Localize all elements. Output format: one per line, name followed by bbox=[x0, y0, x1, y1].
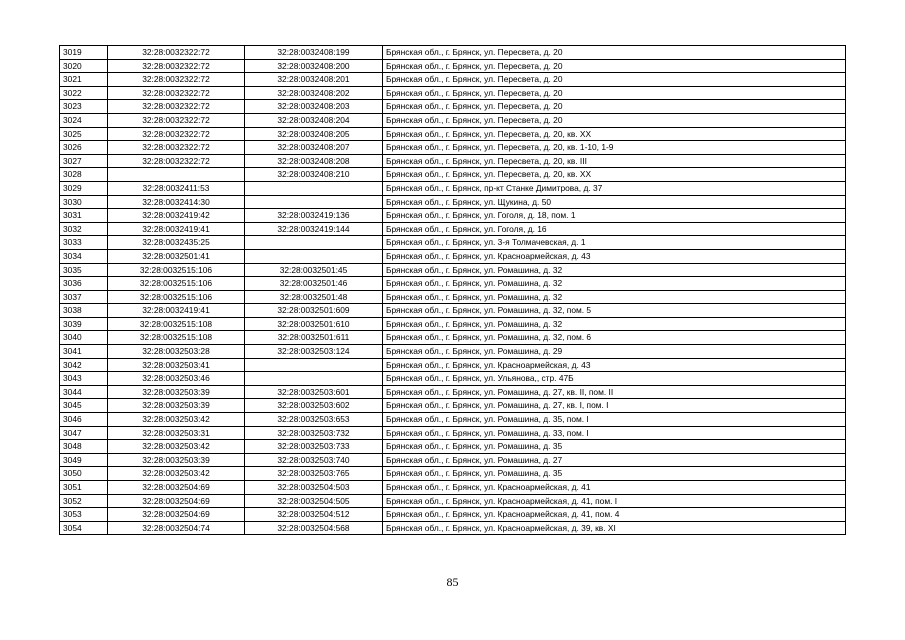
address-cell: Брянская обл., г. Брянск, ул. Красноармейская, д. 41, пом. 4 bbox=[383, 508, 846, 522]
table-row bbox=[60, 46, 846, 60]
address-cell: Брянская обл., г. Брянск, ул. Щукина, д. 50 bbox=[383, 195, 846, 209]
address-cell: Брянская обл., г. Брянск, ул. Красноармейская, д. 43 bbox=[383, 358, 846, 372]
land-plot-cadastral-cell: 32:28:0032501:41 bbox=[108, 249, 245, 263]
address-cell: Брянская обл., г. Брянск, ул. Ромашина, д. 32 bbox=[383, 317, 846, 331]
building-cadastral-cell: 32:28:0032408:199 bbox=[245, 46, 383, 60]
register-table bbox=[59, 45, 846, 535]
land-plot-cadastral-cell: 32:28:0032419:42 bbox=[108, 209, 245, 223]
land-plot-cadastral-cell: 32:28:0032411:53 bbox=[108, 181, 245, 195]
table-row bbox=[60, 467, 846, 481]
land-plot-cadastral-cell: 32:28:0032504:69 bbox=[108, 481, 245, 495]
row-number-cell: 3047 bbox=[60, 426, 108, 440]
row-number-cell: 3054 bbox=[60, 521, 108, 535]
address-cell: Брянская обл., г. Брянск, ул. Ромашина, д. 32 bbox=[383, 277, 846, 291]
table-row bbox=[60, 521, 846, 535]
table-row bbox=[60, 317, 846, 331]
table-row bbox=[60, 385, 846, 399]
row-number-cell: 3024 bbox=[60, 113, 108, 127]
table-row bbox=[60, 113, 846, 127]
row-number-cell: 3021 bbox=[60, 73, 108, 87]
land-plot-cadastral-cell: 32:28:0032322:72 bbox=[108, 100, 245, 114]
building-cadastral-cell: 32:28:0032408:207 bbox=[245, 141, 383, 155]
land-plot-cadastral-cell: 32:28:0032503:39 bbox=[108, 453, 245, 467]
table-row bbox=[60, 399, 846, 413]
building-cadastral-cell: 32:28:0032503:740 bbox=[245, 453, 383, 467]
table-row bbox=[60, 73, 846, 87]
table-row bbox=[60, 304, 846, 318]
row-number-cell: 3037 bbox=[60, 290, 108, 304]
address-cell: Брянская обл., г. Брянск, ул. Пересвета, д. 20, кв. 1-10, 1-9 bbox=[383, 141, 846, 155]
building-cadastral-cell bbox=[245, 195, 383, 209]
land-plot-cadastral-cell: 32:28:0032503:42 bbox=[108, 440, 245, 454]
address-cell: Брянская обл., г. Брянск, ул. Ромашина, д. 27, кв. II, пом. II bbox=[383, 385, 846, 399]
address-cell: Брянская обл., г. Брянск, ул. Красноармейская, д. 39, кв. XI bbox=[383, 521, 846, 535]
land-plot-cadastral-cell: 32:28:0032414:30 bbox=[108, 195, 245, 209]
land-plot-cadastral-cell: 32:28:0032504:69 bbox=[108, 508, 245, 522]
building-cadastral-cell: 32:28:0032503:601 bbox=[245, 385, 383, 399]
row-number-cell: 3044 bbox=[60, 385, 108, 399]
building-cadastral-cell: 32:28:0032408:210 bbox=[245, 168, 383, 182]
land-plot-cadastral-cell: 32:28:0032419:41 bbox=[108, 304, 245, 318]
address-cell: Брянская обл., г. Брянск, ул. Красноармейская, д. 43 bbox=[383, 249, 846, 263]
land-plot-cadastral-cell: 32:28:0032504:74 bbox=[108, 521, 245, 535]
land-plot-cadastral-cell: 32:28:0032322:72 bbox=[108, 59, 245, 73]
land-plot-cadastral-cell: 32:28:0032419:41 bbox=[108, 222, 245, 236]
row-number-cell: 3043 bbox=[60, 372, 108, 386]
address-cell: Брянская обл., г. Брянск, ул. Ромашина, д. 32, пом. 5 bbox=[383, 304, 846, 318]
row-number-cell: 3033 bbox=[60, 236, 108, 250]
address-cell: Брянская обл., г. Брянск, ул. Гоголя, д. 18, пом. 1 bbox=[383, 209, 846, 223]
table-row bbox=[60, 222, 846, 236]
table-row bbox=[60, 345, 846, 359]
building-cadastral-cell bbox=[245, 358, 383, 372]
building-cadastral-cell: 32:28:0032501:48 bbox=[245, 290, 383, 304]
row-number-cell: 3039 bbox=[60, 317, 108, 331]
building-cadastral-cell: 32:28:0032503:733 bbox=[245, 440, 383, 454]
row-number-cell: 3050 bbox=[60, 467, 108, 481]
building-cadastral-cell: 32:28:0032408:200 bbox=[245, 59, 383, 73]
address-cell: Брянская обл., г. Брянск, ул. Пересвета, д. 20 bbox=[383, 86, 846, 100]
building-cadastral-cell: 32:28:0032504:512 bbox=[245, 508, 383, 522]
row-number-cell: 3023 bbox=[60, 100, 108, 114]
table-row bbox=[60, 277, 846, 291]
table-row bbox=[60, 290, 846, 304]
row-number-cell: 3027 bbox=[60, 154, 108, 168]
address-cell: Брянская обл., г. Брянск, ул. Ульянова,, стр. 47Б bbox=[383, 372, 846, 386]
row-number-cell: 3032 bbox=[60, 222, 108, 236]
address-cell: Брянская обл., г. Брянск, ул. Пересвета, д. 20 bbox=[383, 59, 846, 73]
building-cadastral-cell: 32:28:0032501:46 bbox=[245, 277, 383, 291]
land-plot-cadastral-cell: 32:28:0032515:106 bbox=[108, 290, 245, 304]
row-number-cell: 3025 bbox=[60, 127, 108, 141]
row-number-cell: 3045 bbox=[60, 399, 108, 413]
row-number-cell: 3049 bbox=[60, 453, 108, 467]
address-cell: Брянская обл., г. Брянск, ул. Ромашина, д. 32, пом. 6 bbox=[383, 331, 846, 345]
land-plot-cadastral-cell: 32:28:0032435:25 bbox=[108, 236, 245, 250]
table-row bbox=[60, 236, 846, 250]
page-number: 85 bbox=[446, 575, 459, 589]
table-row bbox=[60, 59, 846, 73]
table-row bbox=[60, 181, 846, 195]
address-cell: Брянская обл., г. Брянск, ул. Пересвета, д. 20 bbox=[383, 73, 846, 87]
row-number-cell: 3031 bbox=[60, 209, 108, 223]
building-cadastral-cell bbox=[245, 236, 383, 250]
address-cell: Брянская обл., г. Брянск, ул. Ромашина, д. 32 bbox=[383, 290, 846, 304]
row-number-cell: 3040 bbox=[60, 331, 108, 345]
row-number-cell: 3036 bbox=[60, 277, 108, 291]
building-cadastral-cell: 32:28:0032501:610 bbox=[245, 317, 383, 331]
address-cell: Брянская обл., г. Брянск, ул. Ромашина, д. 35, пом. I bbox=[383, 413, 846, 427]
address-cell: Брянская обл., г. Брянск, ул. Ромашина, д. 27, кв. I, пом. I bbox=[383, 399, 846, 413]
address-cell: Брянская обл., г. Брянск, ул. Ромашина, д. 35 bbox=[383, 440, 846, 454]
address-cell: Брянская обл., г. Брянск, ул. Гоголя, д. 16 bbox=[383, 222, 846, 236]
address-cell: Брянская обл., г. Брянск, ул. Ромашина, д. 33, пом. I bbox=[383, 426, 846, 440]
address-cell: Брянская обл., г. Брянск, ул. Ромашина, д. 27 bbox=[383, 453, 846, 467]
land-plot-cadastral-cell: 32:28:0032503:42 bbox=[108, 467, 245, 481]
row-number-cell: 3019 bbox=[60, 46, 108, 60]
row-number-cell: 3042 bbox=[60, 358, 108, 372]
building-cadastral-cell: 32:28:0032503:602 bbox=[245, 399, 383, 413]
address-cell: Брянская обл., г. Брянск, ул. Пересвета, д. 20 bbox=[383, 100, 846, 114]
table-row bbox=[60, 100, 846, 114]
building-cadastral-cell: 32:28:0032504:568 bbox=[245, 521, 383, 535]
building-cadastral-cell: 32:28:0032419:144 bbox=[245, 222, 383, 236]
land-plot-cadastral-cell: 32:28:0032503:41 bbox=[108, 358, 245, 372]
address-cell: Брянская обл., г. Брянск, пр-кт Станке Димитрова, д. 37 bbox=[383, 181, 846, 195]
land-plot-cadastral-cell bbox=[108, 168, 245, 182]
row-number-cell: 3026 bbox=[60, 141, 108, 155]
address-cell: Брянская обл., г. Брянск, ул. Красноармейская, д. 41 bbox=[383, 481, 846, 495]
land-plot-cadastral-cell: 32:28:0032503:39 bbox=[108, 399, 245, 413]
row-number-cell: 3052 bbox=[60, 494, 108, 508]
address-cell: Брянская обл., г. Брянск, ул. Пересвета, д. 20 bbox=[383, 46, 846, 60]
building-cadastral-cell: 32:28:0032408:208 bbox=[245, 154, 383, 168]
address-cell: Брянская обл., г. Брянск, ул. Ромашина, д. 32 bbox=[383, 263, 846, 277]
row-number-cell: 3029 bbox=[60, 181, 108, 195]
land-plot-cadastral-cell: 32:28:0032515:108 bbox=[108, 317, 245, 331]
address-cell: Брянская обл., г. Брянск, ул. Пересвета, д. 20, кв. XX bbox=[383, 168, 846, 182]
table-row bbox=[60, 453, 846, 467]
table-row bbox=[60, 440, 846, 454]
land-plot-cadastral-cell: 32:28:0032515:108 bbox=[108, 331, 245, 345]
row-number-cell: 3020 bbox=[60, 59, 108, 73]
address-cell: Брянская обл., г. Брянск, ул. Пересвета, д. 20, кв. XX bbox=[383, 127, 846, 141]
building-cadastral-cell: 32:28:0032419:136 bbox=[245, 209, 383, 223]
table-row bbox=[60, 494, 846, 508]
land-plot-cadastral-cell: 32:28:0032322:72 bbox=[108, 127, 245, 141]
table-row bbox=[60, 331, 846, 345]
table-row bbox=[60, 168, 846, 182]
building-cadastral-cell: 32:28:0032408:205 bbox=[245, 127, 383, 141]
table-row bbox=[60, 372, 846, 386]
row-number-cell: 3048 bbox=[60, 440, 108, 454]
table-row bbox=[60, 508, 846, 522]
table-row bbox=[60, 358, 846, 372]
address-cell: Брянская обл., г. Брянск, ул. Пересвета, д. 20 bbox=[383, 113, 846, 127]
land-plot-cadastral-cell: 32:28:0032503:31 bbox=[108, 426, 245, 440]
land-plot-cadastral-cell: 32:28:0032503:42 bbox=[108, 413, 245, 427]
table-row bbox=[60, 481, 846, 495]
table-row bbox=[60, 86, 846, 100]
building-cadastral-cell bbox=[245, 249, 383, 263]
row-number-cell: 3038 bbox=[60, 304, 108, 318]
row-number-cell: 3035 bbox=[60, 263, 108, 277]
address-cell: Брянская обл., г. Брянск, ул. 3-я Толмачевская, д. 1 bbox=[383, 236, 846, 250]
row-number-cell: 3053 bbox=[60, 508, 108, 522]
table-row bbox=[60, 263, 846, 277]
land-plot-cadastral-cell: 32:28:0032322:72 bbox=[108, 46, 245, 60]
land-plot-cadastral-cell: 32:28:0032503:46 bbox=[108, 372, 245, 386]
register-table-body bbox=[60, 46, 846, 535]
building-cadastral-cell: 32:28:0032503:765 bbox=[245, 467, 383, 481]
building-cadastral-cell: 32:28:0032408:204 bbox=[245, 113, 383, 127]
building-cadastral-cell: 32:28:0032408:203 bbox=[245, 100, 383, 114]
row-number-cell: 3034 bbox=[60, 249, 108, 263]
land-plot-cadastral-cell: 32:28:0032322:72 bbox=[108, 86, 245, 100]
row-number-cell: 3028 bbox=[60, 168, 108, 182]
table-row bbox=[60, 209, 846, 223]
building-cadastral-cell: 32:28:0032504:503 bbox=[245, 481, 383, 495]
building-cadastral-cell: 32:28:0032503:653 bbox=[245, 413, 383, 427]
building-cadastral-cell bbox=[245, 181, 383, 195]
building-cadastral-cell: 32:28:0032503:124 bbox=[245, 345, 383, 359]
table-row bbox=[60, 426, 846, 440]
row-number-cell: 3046 bbox=[60, 413, 108, 427]
address-cell: Брянская обл., г. Брянск, ул. Красноармейская, д. 41, пом. I bbox=[383, 494, 846, 508]
row-number-cell: 3030 bbox=[60, 195, 108, 209]
row-number-cell: 3051 bbox=[60, 481, 108, 495]
land-plot-cadastral-cell: 32:28:0032322:72 bbox=[108, 154, 245, 168]
table-row bbox=[60, 141, 846, 155]
table-row bbox=[60, 413, 846, 427]
row-number-cell: 3022 bbox=[60, 86, 108, 100]
land-plot-cadastral-cell: 32:28:0032504:69 bbox=[108, 494, 245, 508]
table-row bbox=[60, 127, 846, 141]
address-cell: Брянская обл., г. Брянск, ул. Ромашина, д. 35 bbox=[383, 467, 846, 481]
land-plot-cadastral-cell: 32:28:0032322:72 bbox=[108, 73, 245, 87]
address-cell: Брянская обл., г. Брянск, ул. Пересвета, д. 20, кв. III bbox=[383, 154, 846, 168]
table-row bbox=[60, 249, 846, 263]
land-plot-cadastral-cell: 32:28:0032515:106 bbox=[108, 263, 245, 277]
building-cadastral-cell: 32:28:0032501:609 bbox=[245, 304, 383, 318]
land-plot-cadastral-cell: 32:28:0032322:72 bbox=[108, 113, 245, 127]
table-row bbox=[60, 154, 846, 168]
building-cadastral-cell: 32:28:0032503:732 bbox=[245, 426, 383, 440]
building-cadastral-cell: 32:28:0032408:201 bbox=[245, 73, 383, 87]
land-plot-cadastral-cell: 32:28:0032503:39 bbox=[108, 385, 245, 399]
row-number-cell: 3041 bbox=[60, 345, 108, 359]
building-cadastral-cell: 32:28:0032501:45 bbox=[245, 263, 383, 277]
table-row bbox=[60, 195, 846, 209]
land-plot-cadastral-cell: 32:28:0032322:72 bbox=[108, 141, 245, 155]
land-plot-cadastral-cell: 32:28:0032515:106 bbox=[108, 277, 245, 291]
building-cadastral-cell: 32:28:0032504:505 bbox=[245, 494, 383, 508]
land-plot-cadastral-cell: 32:28:0032503:28 bbox=[108, 345, 245, 359]
building-cadastral-cell: 32:28:0032501:611 bbox=[245, 331, 383, 345]
building-cadastral-cell: 32:28:0032408:202 bbox=[245, 86, 383, 100]
building-cadastral-cell bbox=[245, 372, 383, 386]
address-cell: Брянская обл., г. Брянск, ул. Ромашина, д. 29 bbox=[383, 345, 846, 359]
